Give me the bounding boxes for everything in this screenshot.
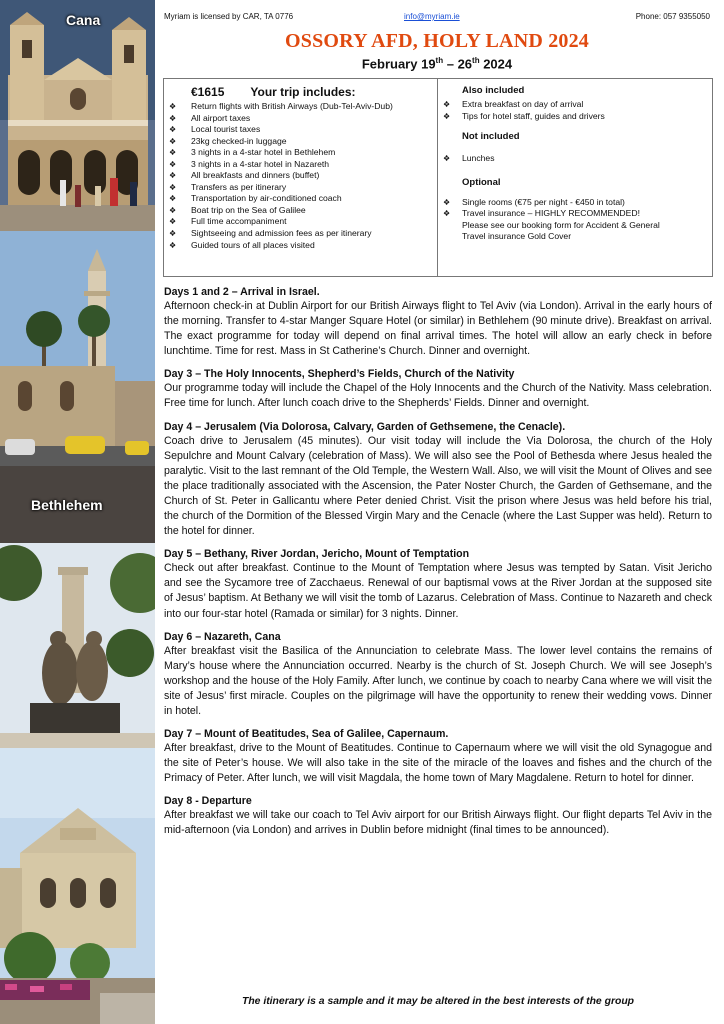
- day-title: Day 7 – Mount of Beatitudes, Sea of Galilee, Capernaum.: [164, 728, 449, 741]
- trip-dates: [164, 56, 710, 71]
- also-included-list: [442, 99, 710, 122]
- dates-start-suffix: th: [435, 56, 444, 65]
- includes-heading: Your trip includes:: [250, 85, 356, 99]
- list-item: ❖ Travel insurance – HIGHLY RECOMMENDED!: [442, 208, 710, 220]
- day-description: After breakfast we will take our coach to Tel Aviv airport for our British Airways flight. Our flight departs Tel Aviv in the mid-afternoon (via London) and arrives in Dublin before midnight (final times to be announced).: [164, 809, 712, 837]
- phone-text: Phone: 057 9355050: [635, 12, 710, 21]
- list-item: ❖ All breakfasts and dinners (buffet): [168, 170, 434, 182]
- list-item: ❖ Full time accompaniment: [168, 216, 434, 228]
- day-title: Day 5 – Bethany, River Jordan, Jericho, Mount of Temptation: [164, 548, 470, 561]
- page-title: OSSORY AFD, HOLY LAND 2024: [285, 30, 589, 52]
- day-title: Day 8 - Departure: [164, 795, 252, 808]
- dates-start: February 19: [361, 56, 436, 72]
- bethlehem-street-photo: [0, 231, 155, 543]
- nativity-church-image: [0, 748, 155, 1024]
- list-item: ❖ Guided tours of all places visited: [168, 240, 434, 252]
- day-description: After breakfast, drive to the Mount of Beatitudes. Continue to Capernaum where we will visit the old Synagogue and the site of Peter’s house. We will also take in the site of the miracle of the loaves and fishes and the church of the Primacy of Peter. After lunch, we will visit Magdala, the home town of Mary Magdalene. Return to hotel for dinner.: [164, 742, 712, 785]
- list-item: ❖ Transfers as per itinerary: [168, 182, 434, 194]
- dates-year: 2024: [479, 56, 513, 72]
- list-item: ❖ Local tourist taxes: [168, 124, 434, 136]
- includes-list: [168, 101, 434, 251]
- insurance-note-line: Travel insurance Gold Cover: [462, 231, 572, 242]
- itinerary-disclaimer: The itinerary is a sample and it may be altered in the best interests of the group: [241, 996, 635, 1007]
- list-item: ❖ Lunches: [442, 153, 710, 165]
- trip-price: €1615: [191, 85, 225, 99]
- itinerary-day: [164, 794, 712, 838]
- nativity-church-photo: [0, 748, 155, 1024]
- day-title: Days 1 and 2 – Arrival in Israel.: [164, 286, 320, 298]
- list-item: ❖ All airport taxes: [168, 113, 434, 125]
- contact-line: [164, 12, 710, 24]
- shepherds-statue-photo: [0, 543, 155, 748]
- photo-column: [0, 0, 155, 1024]
- shepherds-statue-image: [0, 543, 155, 748]
- list-item: ❖ Transportation by air-conditioned coach: [168, 193, 434, 205]
- day-description: Check out after breakfast. Continue to the Mount of Temptation where Jesus was tempted by Satan. Visit Jericho and see the Sycamore tree of Zacchaeus. Renewal of our baptismal vows at the River Jordan at the supposed site of Jesus’ baptism. At Bethany we will visit the tomb of Lazarus. Celebration of Mass. Continue to Nazareth and check into our four-star hotel (Ramada or similar) for 3 nights. Dinner.: [164, 562, 712, 620]
- insurance-note-line: Please see our booking form for Accident & General: [462, 219, 660, 230]
- itinerary-day: [164, 547, 712, 621]
- list-item: ❖ 3 nights in a 4-star hotel in Bethlehem: [168, 147, 434, 159]
- trip-includes-box: [163, 78, 713, 277]
- list-item: ❖ 3 nights in a 4-star hotel in Nazareth: [168, 159, 434, 171]
- email-link[interactable]: info@myriam.ie: [404, 12, 460, 21]
- list-item: ❖ Sightseeing and admission fees as per itinerary: [168, 228, 434, 240]
- day-title: Day 6 – Nazareth, Cana: [164, 630, 281, 643]
- bethlehem-caption: Bethlehem: [31, 497, 103, 513]
- day-description: After breakfast visit the Basilica of the Annunciation to celebrate Mass. The lower level contains the remains of Mary’s house where the Annunciation occurred. Nearby is the church of St. Joseph Church. We will see Joseph’s workshop and the house of the Holy Family. After lunch, we continue by coach to nearby Cana where we will visit the site of Jesus’ first miracle. Couples on the pilgrimage will have the opportunity to renew their wedding vows. Dinner in hotel.: [164, 644, 712, 717]
- itinerary: [164, 285, 712, 847]
- day-description: Coach drive to Jerusalem (45 minutes). Our visit today will include the Via Dolorosa, the church of the Holy Sepulchre and Mount Calvary (celebration of Mass). We will also see the Pool of Bethesda where Jesus healed the paralytic. Visit to the last remnant of the Old Temple, the Western Wall. Also, we will visit the Mount of Olives and see the place traditionally associated with the Ascension, the Pater Noster Church, the Garden of Gethsemane, and the Church of St. Peter in Gallicantu where Peter denied Christ. Visit the prison where Jesus was held before his trial, the church of the Dormition of the Blessed Virgin Mary and the Cenacle (where the Last Supper was held). Return to the hotel for dinner.: [164, 434, 712, 538]
- dates-end-suffix: th: [472, 56, 480, 65]
- cana-church-photo: [0, 0, 155, 231]
- not-included-heading: Not included: [462, 131, 520, 143]
- dates-separator: – 26: [443, 56, 473, 72]
- list-item: ❖ 23kg checked-in luggage: [168, 136, 434, 148]
- not-included-list: [442, 153, 710, 165]
- itinerary-day: [164, 367, 712, 411]
- itinerary-day: [164, 630, 712, 719]
- list-item: ❖ Tips for hotel staff, guides and drivers: [442, 111, 710, 123]
- box-divider: [437, 79, 438, 276]
- list-item: ❖ Extra breakfast on day of arrival: [442, 99, 710, 111]
- day-description: Afternoon check-in at Dublin Airport for our British Airways flight to Tel Aviv (via London). Arrival in the early hours of the morning. Transfer to 4-star Manger Square Hotel (or similar) in Bethlehem (90 minute drive). Breakfast on arrival. The exact programme for today will depend on final arrival times. The hotel will allow an early check in before lunchtime. Time for rest. Mass in St Catherine’s Church. Dinner and overnight.: [164, 300, 712, 358]
- optional-heading: Optional: [462, 176, 501, 188]
- day-title: Day 4 – Jerusalem (Via Dolorosa, Calvary, Garden of Gethsemene, the Cenacle).: [164, 420, 566, 433]
- list-item: ❖ Single rooms (€75 per night - €450 in total): [442, 197, 710, 209]
- cana-caption: Cana: [66, 12, 101, 28]
- includes-column: [168, 85, 434, 251]
- cana-church-image: [0, 0, 155, 231]
- itinerary-day: [164, 285, 712, 359]
- day-title: Day 3 – The Holy Innocents, Shepherd’s Fields, Church of the Nativity: [164, 368, 515, 381]
- day-description: Our programme today will include the Chapel of the Holy Innocents and the Church of the Nativity. Mass celebration. Free time for lunch. After lunch coach drive to the Shepherds’ Fields. Dinner and overnight.: [164, 382, 712, 410]
- list-item: ❖ Return flights with British Airways (Dub-Tel-Aviv-Dub): [168, 101, 434, 113]
- itinerary-day: [164, 420, 712, 540]
- also-included-heading: Also included: [462, 85, 525, 96]
- price-heading: [168, 85, 434, 101]
- license-text: Myriam is licensed by CAR, TA 0776: [164, 12, 294, 21]
- optional-list: [442, 197, 710, 220]
- list-item: ❖ Boat trip on the Sea of Galilee: [168, 205, 434, 217]
- extras-column: [442, 85, 710, 243]
- itinerary-day: [164, 727, 712, 786]
